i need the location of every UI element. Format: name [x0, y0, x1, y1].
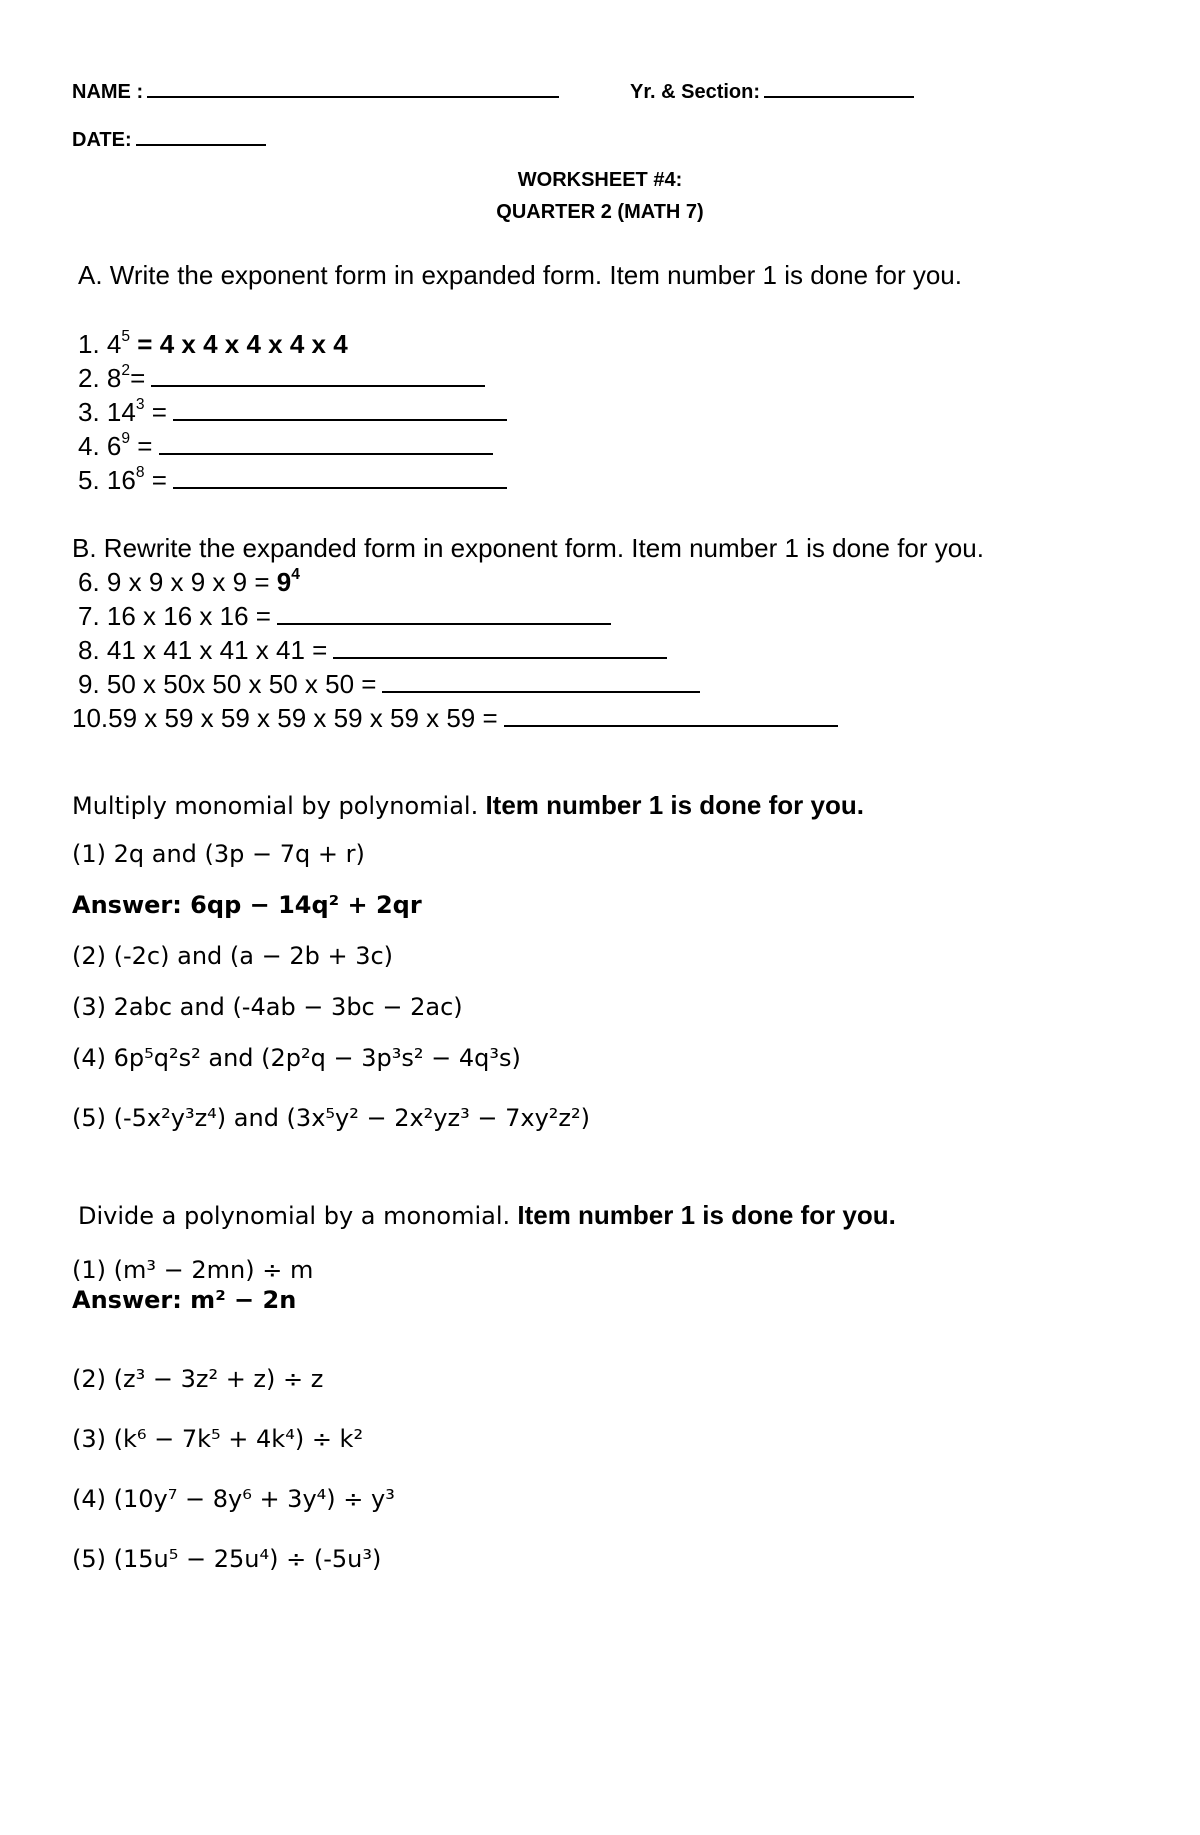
date-blank[interactable]	[136, 124, 266, 146]
worksheet-title: WORKSHEET #4:	[517, 169, 683, 191]
part-c-item-3: (3) 2abc and (-4ab − 3bc − 2ac)	[72, 993, 463, 1021]
section-field[interactable]	[630, 76, 914, 102]
worksheet-subtitle: QUARTER 2 (MATH 7)	[496, 201, 704, 223]
section-label: Yr. & Section:	[630, 81, 761, 103]
part-d-item-3: (3) (k⁶ − 7k⁵ + 4k⁴) ÷ k²	[72, 1425, 364, 1453]
part-a-instruction: A. Write the exponent form in expanded form. Item number 1 is done for you.	[78, 260, 962, 290]
part-d-item-2: (2) (z³ − 3z² + z) ÷ z	[72, 1365, 324, 1393]
part-c-item-2: (2) (-2c) and (a − 2b + 3c)	[72, 942, 394, 970]
date-label: DATE:	[72, 129, 132, 151]
part-a-item-4: 4. $6^9$ =	[78, 433, 493, 459]
part-a-item-1-answer: 4 x 4 x 4 x 4 x 4	[159, 329, 348, 359]
part-c-answer: Answer: 6qp − 14q² + 2qr	[72, 891, 422, 919]
name-label: NAME :	[72, 81, 144, 103]
part-c-item-1: (1) 2q and (3p − 7q + r)	[72, 840, 365, 868]
part-c-item-4: (4) 6p⁵q²s² and (2p²q − 3p³s² − 4q³s)	[72, 1044, 521, 1072]
part-b-item-7: 7. 16 x 16 x 16 =	[78, 603, 611, 629]
answer-blank[interactable]	[504, 723, 838, 727]
answer-blank[interactable]	[173, 485, 507, 489]
part-a-item-3: 3. $14^3$ =	[78, 399, 507, 425]
part-d-item-4: (4) (10y⁷ − 8y⁶ + 3y⁴) ÷ y³	[72, 1485, 395, 1513]
answer-blank[interactable]	[277, 621, 611, 625]
part-d-instruction: Divide a polynomial by a monomial. Item number 1 is done for you.	[78, 1200, 896, 1230]
answer-blank[interactable]	[173, 417, 507, 421]
part-d-item-1: (1) (m³ − 2mn) ÷ m	[72, 1256, 314, 1284]
date-field[interactable]	[72, 124, 266, 150]
part-c-instruction: Multiply monomial by polynomial. Item number 1 is done for you.	[72, 790, 864, 820]
part-b-instruction: B. Rewrite the expanded form in exponent form. Item number 1 is done for you.	[72, 533, 984, 563]
name-field[interactable]	[72, 76, 559, 102]
part-b-item-10: 10.59 x 59 x 59 x 59 x 59 x 59 x 59 =	[72, 705, 838, 731]
name-blank[interactable]	[147, 76, 559, 98]
part-c-item-5: (5) (-5x²y³z⁴) and (3x⁵y² − 2x²yz³ − 7xy²z²)	[72, 1104, 590, 1132]
part-b-item-6: 6. 9 x 9 x 9 x $9 = 9^4$	[78, 566, 300, 597]
answer-blank[interactable]	[151, 383, 485, 387]
answer-blank[interactable]	[159, 451, 493, 455]
answer-blank[interactable]	[382, 689, 700, 693]
part-a-item-1: 1. $4^5 = 4$ x 4 x 4 x 4 x 4	[78, 328, 348, 359]
part-b-item-6-answer: $9^4$	[276, 566, 300, 597]
part-a-item-2: 2. $8^2=$	[78, 365, 485, 391]
answer-blank[interactable]	[333, 655, 667, 659]
part-d-answer: Answer: m² − 2n	[72, 1286, 297, 1314]
part-a-item-5: 5. $16^8$ =	[78, 467, 507, 493]
section-blank[interactable]	[764, 76, 914, 98]
part-b-item-9: 9. 50 x 50x 50 x 50 x 50 =	[78, 671, 700, 697]
part-b-item-8: 8. 41 x 41 x 41 x 41 =	[78, 637, 667, 663]
part-d-item-5: (5) (15u⁵ − 25u⁴) ÷ (-5u³)	[72, 1545, 382, 1573]
